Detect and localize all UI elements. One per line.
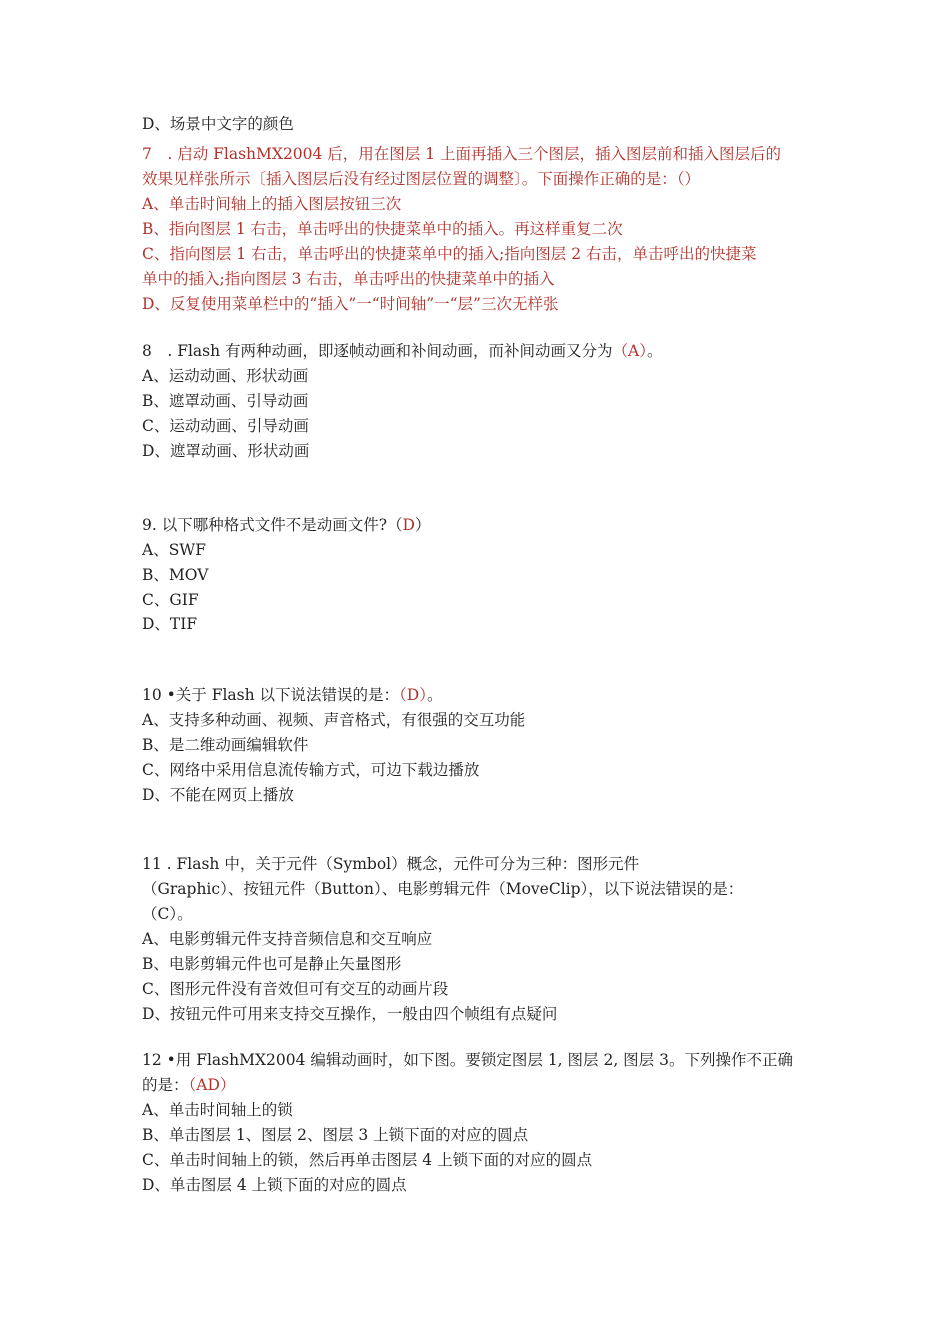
q10-option-b: B、是二维动画编辑软件 (142, 736, 309, 754)
q7-option-c-line-2: 单中的插入;指向图层 3 右击，单击呼出的快捷菜单中的插入 (142, 270, 555, 288)
q12-option-a: A、单击时间轴上的锁 (142, 1101, 293, 1119)
q8-option-c: C、运动动画、引导动画 (142, 417, 309, 435)
q7-stem-line-1: 7 . 启动 FlashMX2004 后，用在图层 1 上面再插入三个图层，插入图层前和插入图层后的 (142, 145, 782, 163)
q11-stem-line-2: （Graphic）、按钮元件（Button）、电影剪辑元件（MoveClip），以下说法错误的是： (142, 880, 744, 898)
q10-option-d: D、不能在网页上播放 (142, 786, 294, 804)
q10-answer: （D） (399, 686, 427, 704)
q8-option-a: A、运动动画、形状动画 (142, 367, 309, 385)
q12-stem-line-1: 12 •用 FlashMX2004 编辑动画时，如下图。要锁定图层 1, 图层 2, 图层 3。下列操作不正确 (142, 1051, 793, 1069)
q9-option-a: A、SWF (142, 541, 206, 559)
q8-stem (142, 341, 663, 361)
q12-stem-text: 的是： (142, 1076, 189, 1094)
q7-option-c-line-1: C、指向图层 1 右击，单击呼出的快捷菜单中的插入;指向图层 2 右击，单击呼出的快捷菜 (142, 245, 757, 263)
q8-stem-text: 8 . Flash 有两种动画，即逐帧动画和补间动画，而补间动画又分为 (142, 342, 613, 360)
q7-option-d: D、反复使用菜单栏中的“插入”一“时间轴”一“层”三次无样张 (142, 295, 559, 313)
q10-stem-end: 。 (426, 686, 443, 704)
q10-stem (142, 685, 443, 705)
q8-answer: （A） (612, 342, 647, 360)
q7-stem-line-2: 效果见样张所示〔插入图层后没有经过图层位置的调整〕。下面操作正确的是：（） (142, 170, 701, 188)
q12-answer: （AD） (188, 1076, 236, 1094)
q11-stem-line-1: 11 . Flash 中，关于元件（Symbol）概念，元件可分为三种：图形元件 (142, 855, 640, 873)
q9-answer: D (402, 516, 415, 534)
q7-option-b: B、指向图层 1 右击，单击呼出的快捷菜单中的插入。再这样重复二次 (142, 220, 623, 238)
q9-stem-text: 9. 以下哪种格式文件不是动画文件?（ (142, 516, 403, 534)
q9-option-c: C、GIF (142, 591, 199, 609)
q11-option-c: C、图形元件没有音效但可有交互的动画片段 (142, 980, 449, 998)
q9-stem (142, 515, 430, 535)
q6-option-d: D、场景中文字的颜色 (142, 115, 294, 133)
q10-stem-text: 10 •关于 Flash 以下说法错误的是： (142, 686, 400, 704)
q11-option-a: A、电影剪辑元件支持音频信息和交互响应 (142, 930, 433, 948)
q9-option-d: D、TIF (142, 615, 198, 633)
q10-option-a: A、支持多种动画、视频、声音格式，有很强的交互功能 (142, 711, 526, 729)
q9-option-b: B、MOV (142, 566, 209, 584)
q12-option-d: D、单击图层 4 上锁下面的对应的圆点 (142, 1176, 407, 1194)
q11-stem-line-3: （C）。 (142, 905, 193, 923)
q10-option-c: C、网络中采用信息流传输方式，可边下载边播放 (142, 761, 480, 779)
q12-option-c: C、单击时间轴上的锁，然后再单击图层 4 上锁下面的对应的圆点 (142, 1151, 593, 1169)
q8-stem-end: 。 (647, 342, 663, 360)
q12-stem-line-2 (142, 1075, 235, 1095)
q7-option-a: A、单击时间轴上的插入图层按钮三次 (142, 195, 402, 213)
q9-stem-end: ） (414, 516, 431, 534)
q8-option-d: D、遮罩动画、形状动画 (142, 442, 310, 460)
q11-option-b: B、电影剪辑元件也可是静止矢量图形 (142, 955, 402, 973)
q11-option-d: D、按钮元件可用来支持交互操作，一般由四个帧组有点疑问 (142, 1005, 558, 1023)
q12-option-b: B、单击图层 1、图层 2、图层 3 上锁下面的对应的圆点 (142, 1126, 529, 1144)
q8-option-b: B、遮罩动画、引导动画 (142, 392, 309, 410)
